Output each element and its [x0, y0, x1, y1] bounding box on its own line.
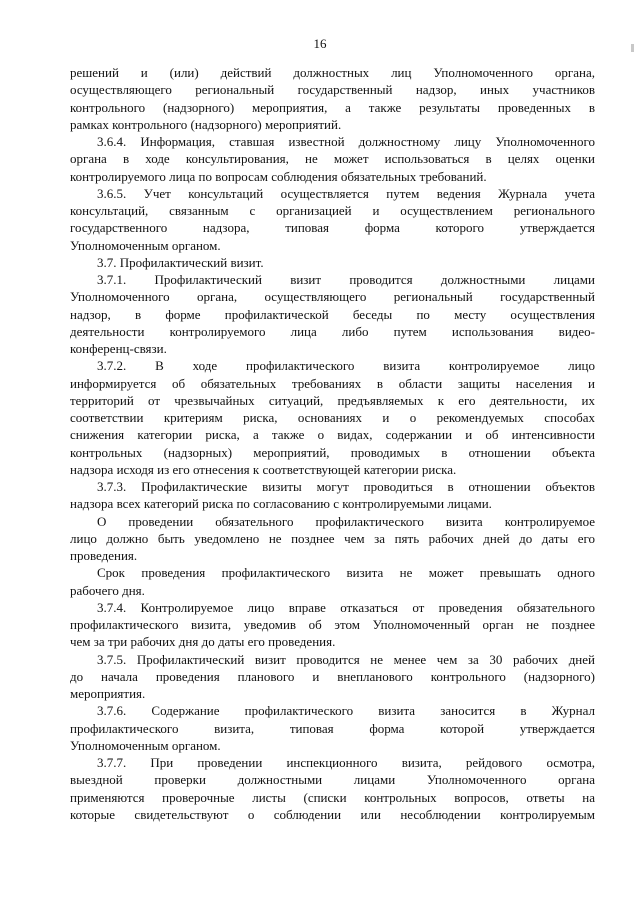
text-line: надзора исходя из его отнесения к соответствующей категории риска. — [70, 461, 457, 477]
text-line: 3.7.2. В ходе профилактического визита контролируемое лицо — [97, 358, 595, 374]
text-line: надзор, в форме профилактической беседы по месту осуществления — [70, 306, 595, 322]
text-line: 3.7.6. Содержание профилактического визита заносится в Журнал — [97, 703, 595, 719]
text-line: соответствии критериям риска, основаниях и о рекомендуемых способах — [70, 410, 595, 425]
text-line: осуществляющего региональный государственный надзор, иных участников — [70, 82, 595, 98]
text-line: контролируемого лица по вопросам соблюдения обязательных требований. — [70, 168, 487, 184]
text-line: Срок проведения профилактического визита не может превышать одного — [97, 565, 595, 581]
text-line: рамках контрольного (надзорного) мероприятий. — [70, 116, 342, 132]
text-line: государственного надзора, типовая форма которого утверждается — [70, 220, 595, 236]
text-line: консультаций, связанным с организацией и осуществлением регионального — [70, 203, 595, 218]
text-line: до начала проведения планового и внепланового контрольного (надзорного) — [70, 668, 595, 684]
text-line: 3.7.5. Профилактический визит проводится не менее чем за 30 рабочих дней — [97, 651, 595, 667]
body-text — [70, 64, 595, 823]
text-line: 3.7.7. При проведении инспекционного визита, рейдового осмотра, — [97, 755, 595, 770]
text-line: 3.7.1. Профилактический визит проводится должностными лицами — [97, 272, 595, 287]
text-line: органа в ходе консультирования, не может использоваться в целях оценки — [70, 151, 595, 167]
text-line: применяются проверочные листы (списки контрольных вопросов, ответы на — [70, 789, 595, 805]
text-line: 3.6.4. Информация, ставшая известной должностному лицу Уполномоченного — [97, 134, 595, 149]
text-line: Уполномоченным органом. — [70, 237, 221, 253]
text-line: чем за три рабочих дня до даты его проведения. — [70, 634, 336, 650]
text-line: проведения. — [70, 548, 138, 563]
text-line: которые свидетельствуют о соблюдении или несоблюдении контролируемым — [70, 806, 595, 822]
text-line: мероприятия. — [70, 686, 146, 701]
text-line: конференц-связи. — [70, 341, 167, 356]
text-line: 3.7.3. Профилактические визиты могут проводиться в отношении объектов — [97, 479, 595, 494]
text-line: Уполномоченного органа, осуществляющего региональный государственный — [70, 289, 595, 305]
text-line: информируется об обязательных требованиях в области защиты населения и — [70, 375, 595, 391]
text-line: 3.7.4. Контролируемое лицо вправе отказаться от проведения обязательного — [97, 599, 595, 615]
text-line: снижения категории риска, а также о видах, содержании и об интенсивности — [70, 427, 595, 443]
text-line: деятельности контролируемого лица либо путем использования видео- — [70, 323, 595, 339]
text-line: надзора всех категорий риска по согласованию с контролируемыми лицами. — [70, 496, 492, 512]
text-line: лицо должно быть уведомлено не позднее чем за пять рабочих дней до даты его — [70, 530, 595, 546]
text-line: 3.6.5. Учет консультаций осуществляется путем ведения Журнала учета — [97, 185, 595, 201]
text-line: территорий от чрезвычайных ситуаций, предъявляемых к его деятельности, их — [70, 392, 595, 408]
text-line: решений и (или) действий должностных лиц Уполномоченного органа, — [70, 65, 595, 80]
text-line: профилактического визита, типовая форма которой утверждается — [70, 720, 595, 736]
text-line: контрольных (надзорных) мероприятий, проводимых в отношении объекта — [70, 444, 595, 460]
text-line: выездной проверки должностными лицами Уполномоченного органа — [70, 772, 595, 788]
text-line: 3.7. Профилактический визит. — [97, 254, 264, 270]
scan-artifact — [631, 44, 634, 52]
text-line: О проведении обязательного профилактического визита контролируемое — [97, 513, 595, 529]
text-line: рабочего дня. — [70, 582, 145, 598]
text-line: профилактического визита, уведомив об этом Уполномоченный орган не позднее — [70, 617, 595, 632]
text-line: Уполномоченным органом. — [70, 737, 221, 753]
text-line: контрольного (надзорного) мероприятия, а также результаты проведенных в — [70, 99, 595, 115]
page-number: 16 — [313, 36, 327, 51]
